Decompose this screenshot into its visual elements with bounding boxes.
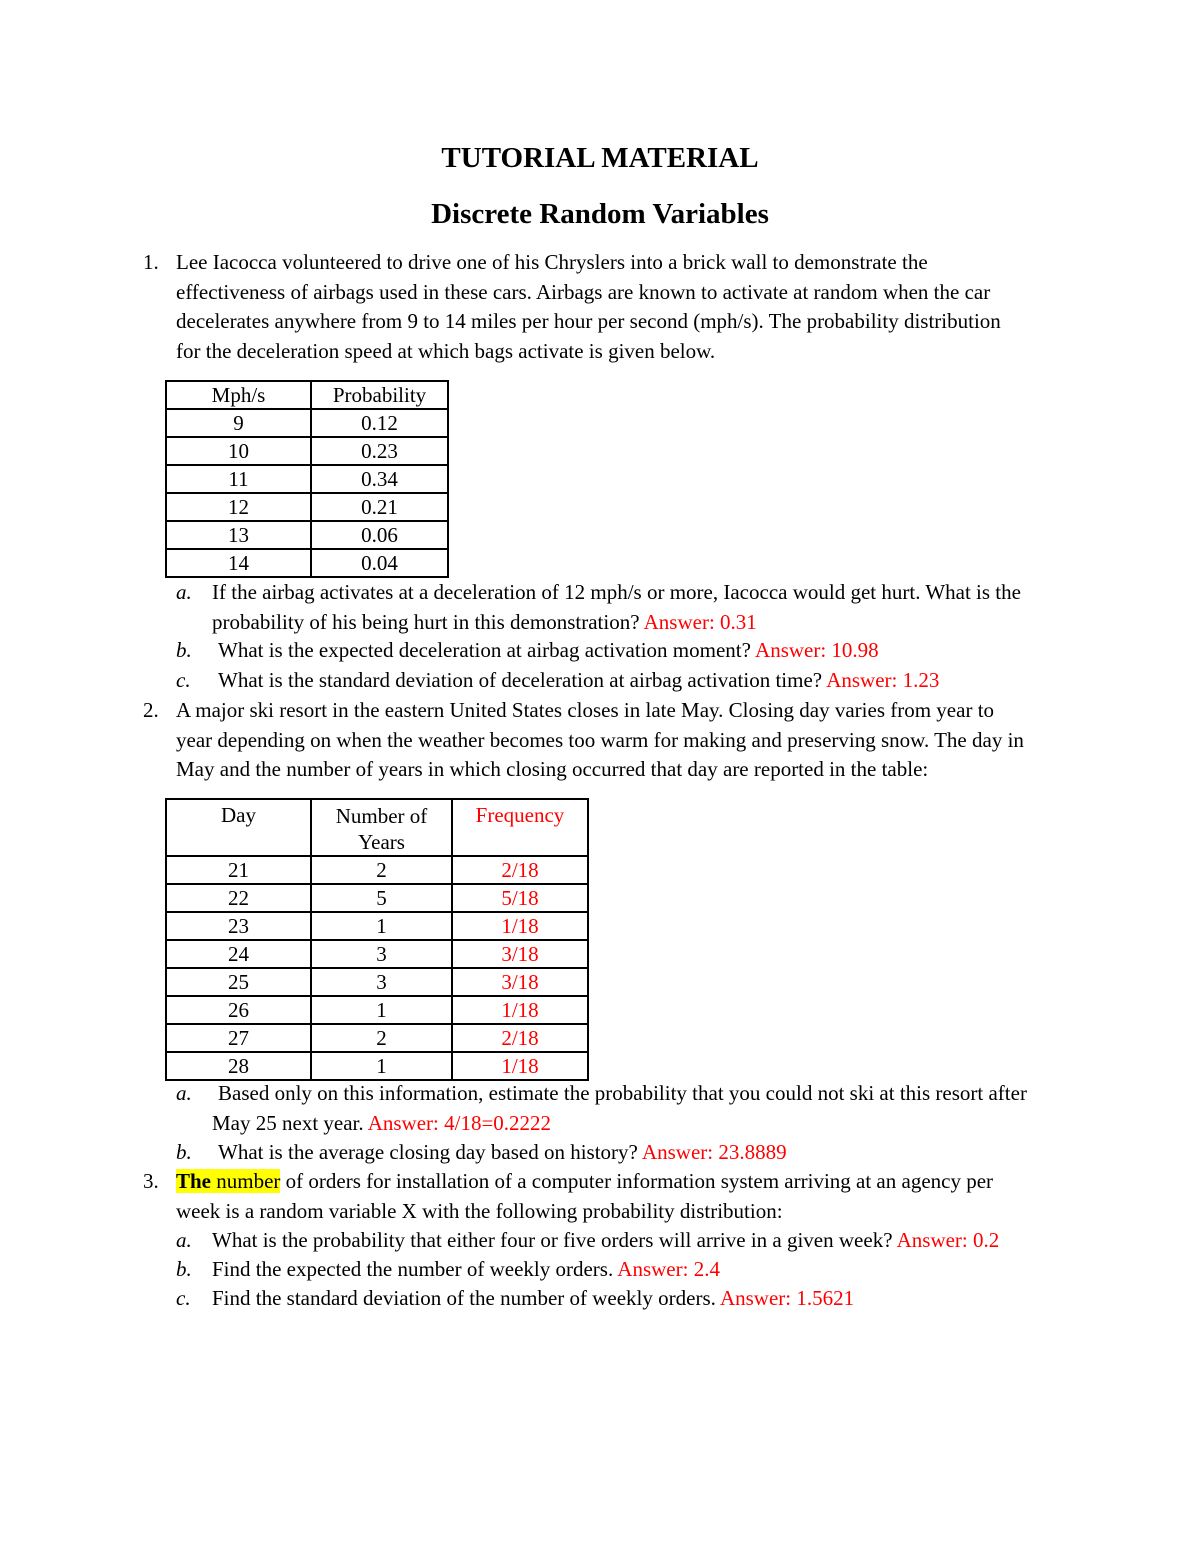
table-row: [166, 940, 588, 968]
question-1a: [176, 578, 1136, 637]
question-2-line: year depending on when the weather becomes too warm for making and preserving snow. The day in: [176, 727, 1024, 752]
table-cell: 12: [166, 493, 311, 521]
part-letter: a.: [176, 1081, 192, 1105]
table-cell: 0.23: [311, 437, 448, 465]
question-1b: [176, 636, 1136, 666]
table-cell: 26: [166, 996, 311, 1024]
part-text: Based only on this information, estimate the probability that you could not ski at this resort after: [218, 1081, 1027, 1105]
table-cell: 1: [311, 912, 452, 940]
part-letter: b.: [176, 638, 192, 662]
table-cell: 0.21: [311, 493, 448, 521]
table-cell: 11: [166, 465, 311, 493]
question-3-number: 3.: [143, 1169, 159, 1193]
question-3-line: week is a random variable X with the following probability distribution:: [176, 1198, 783, 1223]
table-cell: 3/18: [452, 940, 588, 968]
part-text: What is the probability that either four or five orders will arrive in a given week?: [212, 1228, 897, 1252]
part-text-line: [212, 1284, 854, 1314]
table-cell: 28: [166, 1052, 311, 1080]
table-cell: 2: [311, 856, 452, 884]
page-subtitle: Discrete Random Variables: [431, 198, 769, 230]
table-cell: 1: [311, 1052, 452, 1080]
question-2-line: A major ski resort in the eastern United States closes in late May. Closing day varies from year to: [176, 698, 995, 722]
table-row: [166, 549, 448, 577]
part-text-continued: [212, 608, 757, 638]
question-2b: [176, 1138, 1136, 1168]
table-header-cell: Day: [166, 799, 311, 856]
table-cell: 0.04: [311, 549, 448, 577]
table-header-cell: Mph/s: [166, 381, 311, 409]
answer-text: Answer: 0.31: [643, 609, 757, 634]
part-letter: c.: [176, 1286, 191, 1310]
table-cell: 25: [166, 968, 311, 996]
table-cell: 3/18: [452, 968, 588, 996]
part-text: If the airbag activates at a deceleration of 12 mph/s or more, Iacocca would get hurt. What is the: [212, 580, 1021, 604]
question-1-line: Lee Iacocca volunteered to drive one of his Chryslers into a brick wall to demonstrate the: [176, 250, 928, 274]
answer-text: Answer: 0.2: [896, 1228, 1000, 1252]
table-cell: 3: [311, 968, 452, 996]
part-letter: a.: [176, 1228, 192, 1252]
answer-text: Answer: 10.98: [755, 638, 879, 662]
answer-text: Answer: 1.5621: [719, 1286, 855, 1310]
question-3-line: [176, 1167, 1136, 1197]
table-cell: 21: [166, 856, 311, 884]
table-row: [166, 968, 588, 996]
table-row: [166, 856, 588, 884]
table-row: [166, 465, 448, 493]
table-cell: 1/18: [452, 996, 588, 1024]
part-text-line: [218, 1138, 787, 1168]
table-header-row: [166, 381, 448, 409]
table-cell: 14: [166, 549, 311, 577]
question-2-text: [176, 696, 1136, 785]
table-cell: 3: [311, 940, 452, 968]
part-text: Find the expected the number of weekly orders.: [212, 1257, 618, 1281]
question-3-text-rest: of orders for installation of a computer information system arriving at an agency per: [280, 1169, 994, 1193]
deceleration-probability-table: [165, 380, 449, 578]
part-text: May 25 next year.: [212, 1110, 368, 1135]
table-header-cell: [311, 799, 452, 856]
question-1-line: decelerates anywhere from 9 to 14 miles per hour per second (mph/s). The probability distribution: [176, 309, 1001, 333]
question-2-number: 2.: [143, 698, 159, 722]
table-cell: 27: [166, 1024, 311, 1052]
question-1-text: [176, 248, 1136, 366]
table-cell: 2/18: [452, 856, 588, 884]
answer-text: Answer: 23.8889: [641, 1140, 787, 1164]
table-row: [166, 996, 588, 1024]
page-title: TUTORIAL MATERIAL: [441, 142, 759, 174]
answer-text: Answer: 2.4: [617, 1257, 720, 1281]
table-cell: 5/18: [452, 884, 588, 912]
part-text: Find the standard deviation of the number of weekly orders.: [212, 1286, 720, 1310]
question-3-text: [176, 1167, 1136, 1226]
table-cell: 0.34: [311, 465, 448, 493]
part-letter: c.: [176, 668, 191, 692]
part-letter: a.: [176, 580, 192, 604]
table-cell: 9: [166, 409, 311, 437]
table-cell: 1: [311, 996, 452, 1024]
table-cell: 2/18: [452, 1024, 588, 1052]
table-cell: 24: [166, 940, 311, 968]
part-text-line: [218, 666, 939, 696]
highlighted-word: The: [176, 1169, 212, 1193]
table-header-cell: Probability: [311, 381, 448, 409]
part-letter: b.: [176, 1257, 192, 1281]
question-1c: [176, 666, 1136, 696]
table-row: [166, 521, 448, 549]
table-cell: 0.06: [311, 521, 448, 549]
table-cell: 0.12: [311, 409, 448, 437]
header-line: Number of: [335, 804, 428, 828]
question-3b: [176, 1255, 1136, 1285]
part-text: What is the expected deceleration at airbag activation moment?: [218, 638, 756, 662]
table-cell: 1/18: [452, 1052, 588, 1080]
closing-day-table: [165, 798, 589, 1081]
part-text: What is the average closing day based on history?: [218, 1140, 642, 1164]
part-text-line: [218, 636, 879, 666]
question-1-number: 1.: [143, 250, 159, 274]
table-cell: 1/18: [452, 912, 588, 940]
question-3c: [176, 1284, 1136, 1314]
highlighted-word: number: [211, 1169, 281, 1193]
question-2-line: May and the number of years in which closing occurred that day are reported in the table:: [176, 757, 929, 781]
table-row: [166, 437, 448, 465]
part-letter: b.: [176, 1140, 192, 1164]
part-text: What is the standard deviation of deceleration at airbag activation time?: [218, 668, 827, 692]
table-header-cell: Frequency: [452, 799, 588, 856]
table-row: [166, 912, 588, 940]
table-cell: 5: [311, 884, 452, 912]
table-row: [166, 884, 588, 912]
table-row: [166, 493, 448, 521]
table-cell: 23: [166, 912, 311, 940]
table-cell: 13: [166, 521, 311, 549]
table-cell: 22: [166, 884, 311, 912]
part-text: probability of his being hurt in this demonstration?: [212, 609, 644, 634]
table-row: [166, 409, 448, 437]
part-text-continued: [212, 1109, 551, 1139]
question-1-line: for the deceleration speed at which bags activate is given below.: [176, 338, 716, 363]
table-cell: 10: [166, 437, 311, 465]
table-cell: 2: [311, 1024, 452, 1052]
question-2a: [176, 1079, 1136, 1138]
table-row: [166, 1024, 588, 1052]
part-text-line: [212, 1226, 999, 1256]
table-row: [166, 1052, 588, 1080]
table-header-row: [166, 799, 588, 856]
question-3a: [176, 1226, 1136, 1256]
question-1-line: effectiveness of airbags used in these cars. Airbags are known to activate at random when the car: [176, 279, 991, 304]
header-line: Years: [358, 830, 405, 854]
part-text-line: [212, 1255, 720, 1285]
answer-text: Answer: 1.23: [826, 668, 940, 692]
answer-text: Answer: 4/18=0.2222: [367, 1110, 552, 1135]
